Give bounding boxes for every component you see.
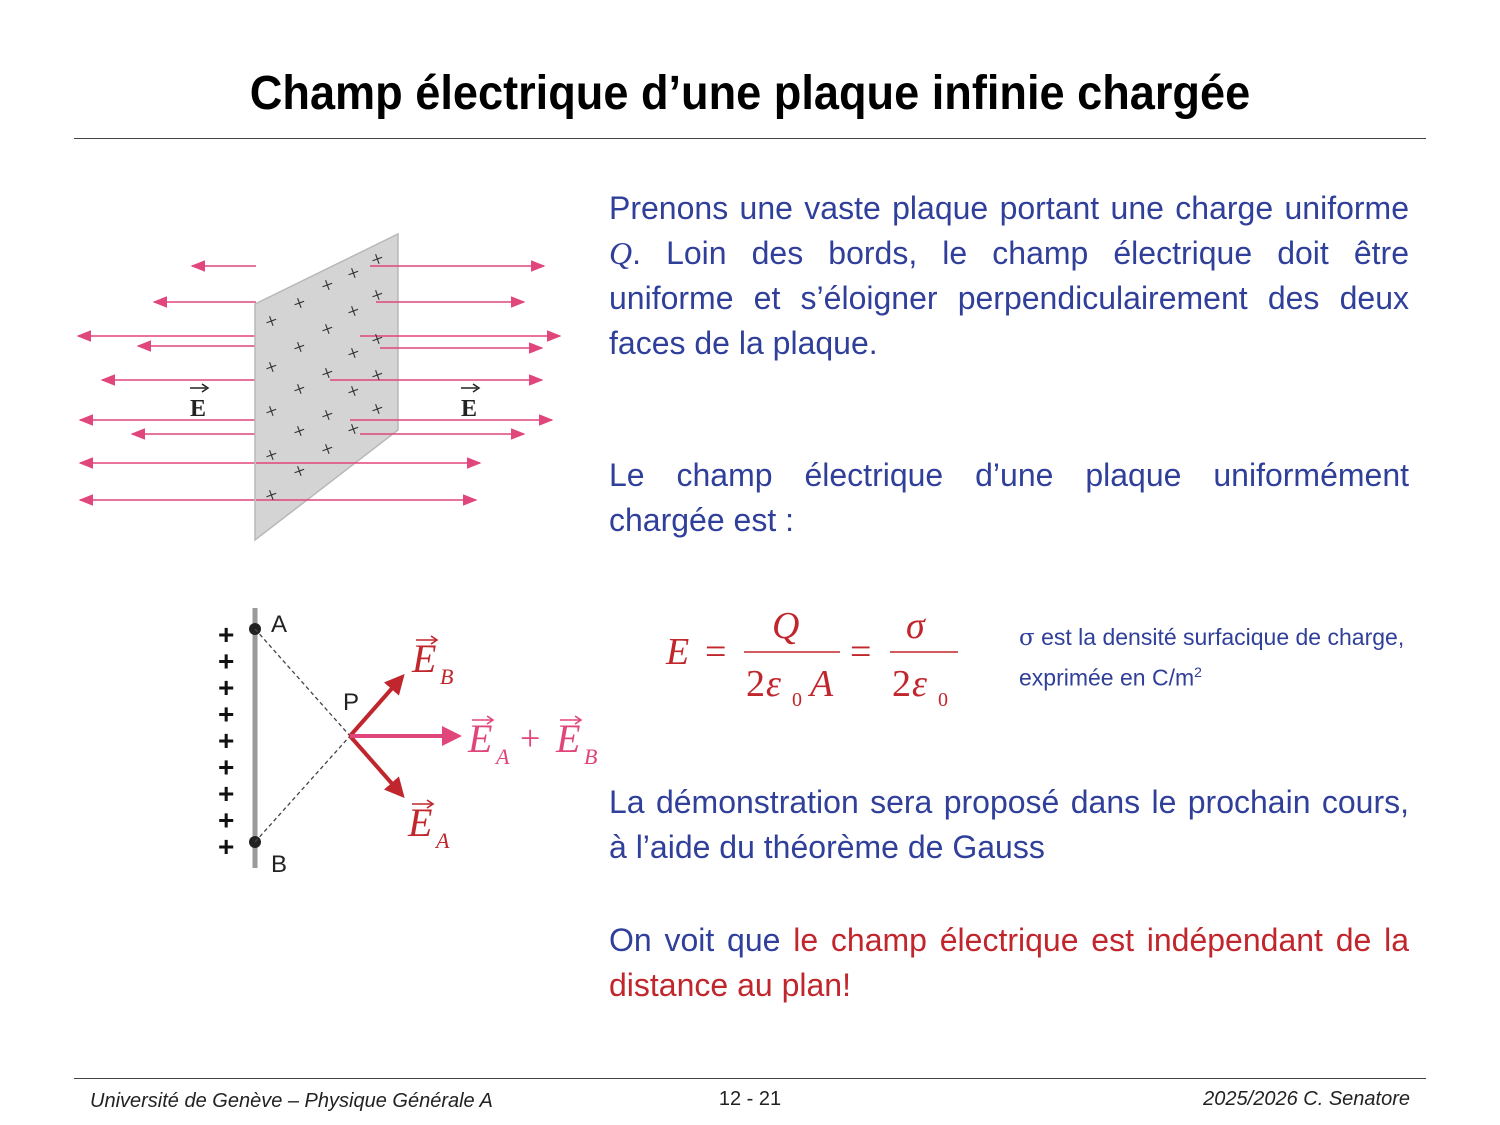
line-charge-plus: +	[218, 778, 235, 809]
line-charge-plus: +	[218, 725, 235, 756]
charge-symbol: Q	[609, 235, 633, 271]
point-b-label: B	[271, 851, 288, 878]
plate-charge-plus: +	[367, 280, 388, 309]
plate-charge-plus: +	[289, 374, 310, 403]
plate-charge-plus: +	[367, 244, 388, 273]
svg-text:A: A	[496, 744, 510, 769]
svg-text:=: =	[850, 631, 872, 673]
line-charge-plus: +	[218, 751, 235, 783]
plate-charge-plus: +	[289, 332, 310, 361]
plate-charge-plus: +	[261, 396, 282, 425]
plate-charge-plus: +	[289, 416, 310, 445]
line-charge-plus: +	[218, 804, 235, 836]
svg-text:E: E	[468, 716, 493, 761]
plate-charge-plus: +	[317, 358, 338, 387]
svg-text:B: B	[584, 744, 598, 769]
svg-text:E: E	[412, 636, 437, 681]
page-title: Champ électrique d’une plaque infinie chargée	[249, 67, 1251, 120]
line-charge-plus: +	[218, 698, 235, 730]
plate-charge-plus: +	[317, 400, 338, 429]
footer-page-number: 12 - 21	[718, 1088, 782, 1110]
highlighted-conclusion: le champ électrique est indépendant de la distance au plan!	[609, 922, 1410, 1003]
paragraph-intro: Prenons une vaste plaque portant une charge uniforme Q. Loin des bords, le champ électrique doit être uniforme et s’éloigner perpendiculairement des deux faces de la plaque.	[609, 190, 1409, 361]
plate-charge-plus: +	[317, 314, 338, 343]
svg-text:0: 0	[792, 689, 802, 711]
paragraph-demonstration: La démonstration sera proposé dans le prochain cours, à l’aide du théorème de Gauss	[609, 784, 1409, 865]
plate-charge-plus: +	[343, 414, 364, 443]
plate-charge-plus: +	[289, 456, 310, 485]
field-label-right: E	[461, 396, 478, 422]
svg-text:2: 2	[746, 663, 765, 705]
svg-text:ε: ε	[912, 663, 927, 705]
plate-charge-plus: +	[343, 258, 364, 287]
svg-text:B: B	[440, 664, 454, 689]
sigma-symbol: σ	[1019, 625, 1035, 651]
footer-divider	[74, 1078, 1426, 1079]
svg-text:E: E	[666, 631, 690, 673]
svg-text:ε: ε	[766, 663, 781, 705]
svg-text:Q: Q	[772, 605, 800, 647]
point-p-label: P	[343, 689, 360, 716]
line-charge-plus: +	[218, 619, 235, 650]
svg-text:2: 2	[892, 663, 911, 705]
plate-charge-plus: +	[367, 324, 388, 353]
plate-charge-plus: +	[343, 338, 364, 367]
plate-charge-plus: +	[343, 296, 364, 325]
svg-text:A: A	[810, 663, 834, 705]
line-charge-plus: +	[218, 672, 235, 703]
svg-text:=: =	[705, 631, 727, 673]
point-a-label: A	[271, 611, 288, 638]
svg-text:E: E	[408, 800, 433, 845]
plate-charge-plus: +	[343, 376, 364, 405]
footer-institution: Université de Genève – Physique Générale A	[90, 1090, 493, 1112]
svg-text:σ: σ	[906, 605, 925, 647]
paragraph-field-statement: Le champ électrique d’une plaque uniformément chargée est :	[609, 457, 1409, 538]
plate-charge-plus: +	[367, 394, 388, 423]
plate-charge-plus: +	[289, 288, 310, 317]
footer-author: 2025/2026 C. Senatore	[1203, 1088, 1410, 1110]
plate-charge-plus: +	[261, 440, 282, 469]
plate-charge-plus: +	[261, 480, 282, 509]
plate-charge-plus: +	[261, 352, 282, 381]
svg-text:E: E	[556, 716, 581, 761]
field-label-left: E	[190, 396, 207, 422]
sigma-note: σ est la densité surfacique de charge, exprimée en $C/m^2$	[1019, 624, 1405, 691]
line-charge-plus: +	[218, 831, 235, 862]
paragraph-conclusion: On voit que le champ électrique est indépendant de la distance au plan!	[609, 922, 1410, 1003]
plate-charge-plus: +	[261, 306, 282, 335]
plate-charge-plus: +	[367, 360, 388, 389]
plate-charge-plus: +	[317, 434, 338, 463]
svg-text:+: +	[520, 718, 541, 758]
svg-text:A: A	[436, 828, 450, 853]
plate-charge-plus: +	[317, 270, 338, 299]
svg-text:0: 0	[938, 689, 948, 711]
line-charge-plus: +	[218, 645, 235, 677]
